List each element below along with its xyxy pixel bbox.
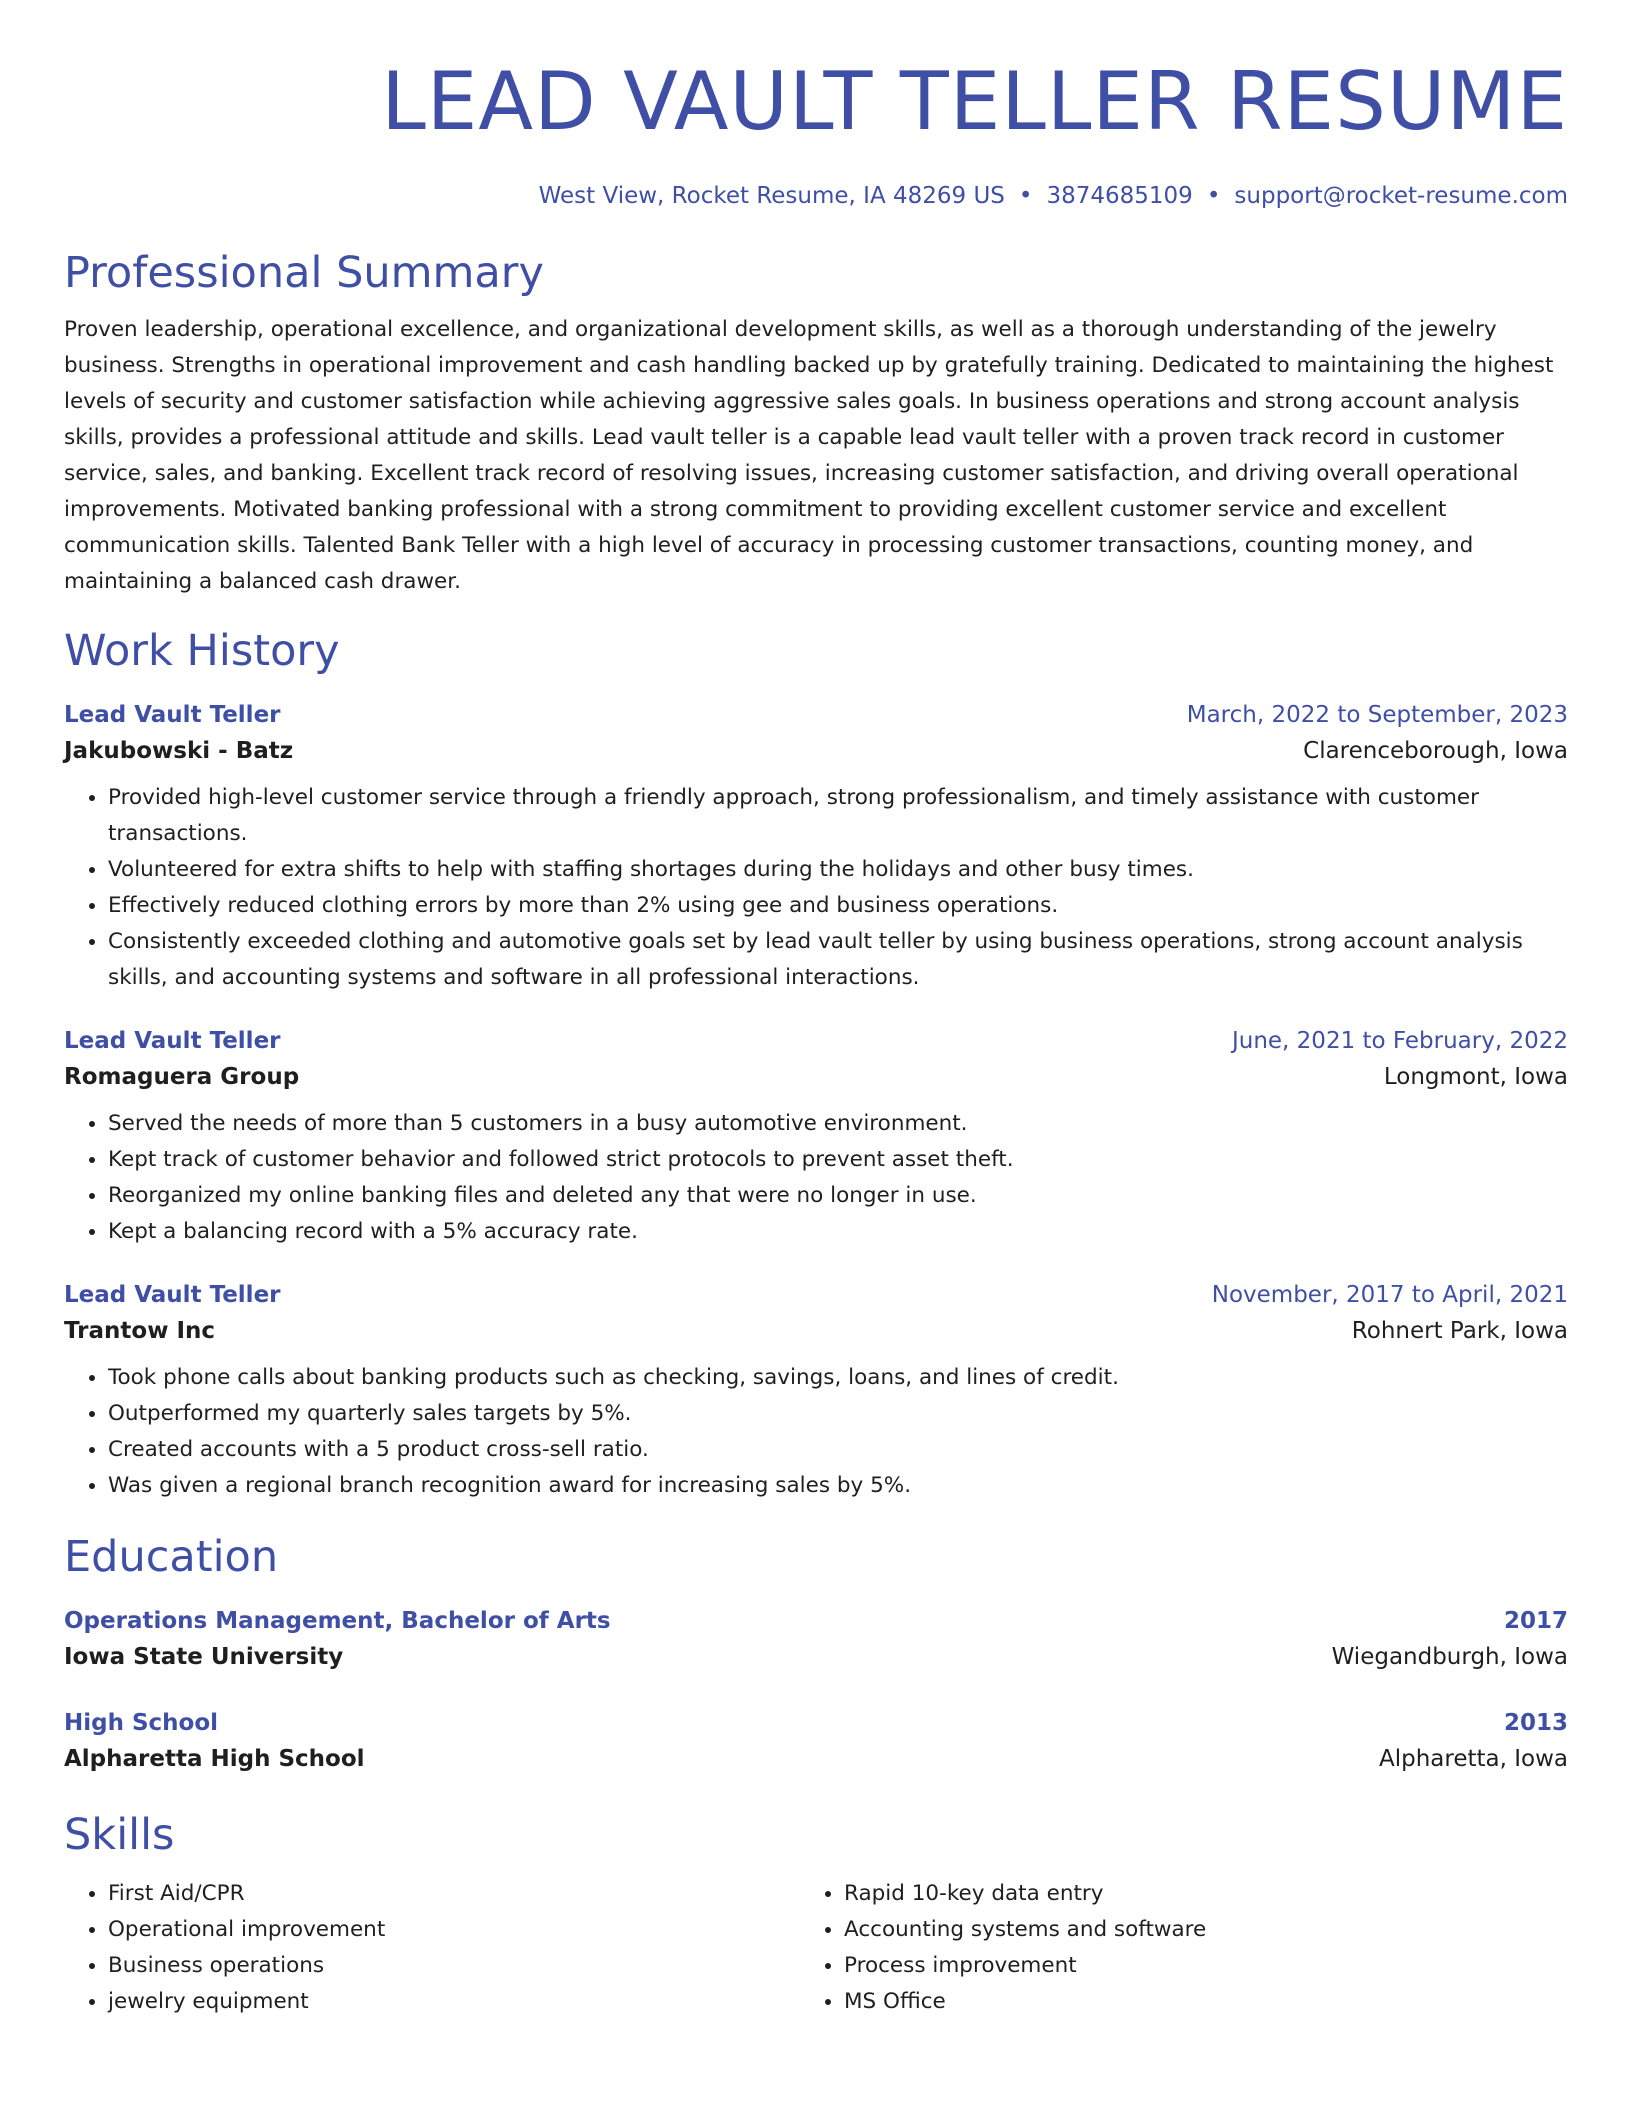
skills-column-left [64, 1876, 800, 2020]
job-bullet: • Consistently exceeded clothing and automotive goals set by lead vault teller by using business operations, strong account analysis skills, and accounting systems and software in all professional interactions. [108, 924, 1568, 996]
skill-item: • Business operations [108, 1948, 800, 1984]
job-bullet: • Reorganized my online banking files and deleted any that were no longer in use. [108, 1178, 1568, 1214]
job-entry [64, 698, 1568, 996]
skill-item: • Operational improvement [108, 1912, 800, 1948]
education-school: Alpharetta High School [64, 1746, 365, 1772]
job-title: Lead Vault Teller [64, 702, 281, 728]
job-bullet: • Outperformed my quarterly sales targets by 5%. [108, 1396, 1568, 1432]
contact-line [64, 180, 1568, 212]
job-title: Lead Vault Teller [64, 1282, 281, 1308]
contact-email[interactable]: support@rocket-resume.com [1234, 183, 1568, 209]
job-location: Clarenceborough, Iowa [1303, 738, 1568, 764]
education-location: Alpharetta, Iowa [1378, 1746, 1568, 1772]
job-location: Longmont, Iowa [1383, 1064, 1568, 1090]
education-year: 2017 [1503, 1608, 1568, 1634]
contact-phone: 3874685109 [1046, 183, 1193, 209]
contact-separator: • [1206, 183, 1221, 209]
job-bullet: • Provided high-level customer service through a friendly approach, strong professionalism, and timely assistance with customer transactions. [108, 780, 1568, 852]
skill-item: • First Aid/CPR [108, 1876, 800, 1912]
skill-item: • Accounting systems and software [844, 1912, 1536, 1948]
job-dates: November, 2017 to April, 2021 [1211, 1282, 1568, 1308]
summary-heading: Professional Summary [64, 248, 544, 298]
job-company: Jakubowski - Batz [64, 738, 294, 764]
contact-separator: • [1018, 183, 1033, 209]
education-entry [64, 1706, 1568, 1778]
job-title: Lead Vault Teller [64, 1028, 281, 1054]
job-company: Romaguera Group [64, 1064, 300, 1090]
skills-grid [64, 1876, 1568, 2020]
job-bullet: • Effectively reduced clothing errors by more than 2% using gee and business operations. [108, 888, 1568, 924]
skills-column-right [800, 1876, 1536, 2020]
skills-heading: Skills [64, 1810, 175, 1860]
job-bullet: • Kept a balancing record with a 5% accuracy rate. [108, 1214, 1568, 1250]
job-dates: June, 2021 to February, 2022 [1231, 1028, 1568, 1054]
job-bullet: • Was given a regional branch recognition award for increasing sales by 5%. [108, 1468, 1568, 1504]
summary-text: Proven leadership, operational excellence, and organizational development skills, as well as a thorough understanding of the jewelry business. Strengths in operational improvement and cash handling backed up by gratefully training. Dedicated to maintaining the highest levels of security and customer satisfaction while achieving aggressive sales goals. In business operations and strong account analysis skills, provides a professional attitude and skills. Lead vault teller is a capable lead vault teller with a proven track record in customer service, sales, and banking. Excellent track record of resolving issues, increasing customer satisfaction, and driving overall operational improvements. Motivated banking professional with a strong commitment to providing excellent customer service and excellent communication skills. Talented Bank Teller with a high level of accuracy in processing customer transactions, counting money, and maintaining a balanced cash drawer. [64, 317, 1554, 594]
skill-item: • Rapid 10-key data entry [844, 1876, 1536, 1912]
education-degree: High School [64, 1710, 219, 1736]
education-school: Iowa State University [64, 1644, 344, 1670]
skill-item: • jewelry equipment [108, 1984, 800, 2020]
education-degree: Operations Management, Bachelor of Arts [64, 1608, 611, 1634]
job-bullet: • Created accounts with a 5 product cross-sell ratio. [108, 1432, 1568, 1468]
job-company: Trantow Inc [64, 1318, 216, 1344]
job-bullets [64, 1360, 1568, 1504]
work-history-heading: Work History [64, 626, 340, 676]
education-year: 2013 [1503, 1710, 1568, 1736]
job-bullet: • Took phone calls about banking products such as checking, savings, loans, and lines of credit. [108, 1360, 1568, 1396]
education-location: Wiegandburgh, Iowa [1331, 1644, 1568, 1670]
contact-address: West View, Rocket Resume, IA 48269 US [538, 183, 1005, 209]
job-bullet: • Served the needs of more than 5 customers in a busy automotive environment. [108, 1106, 1568, 1142]
job-bullet: • Volunteered for extra shifts to help with staffing shortages during the holidays and other busy times. [108, 852, 1568, 888]
job-bullets [64, 780, 1568, 996]
skill-item: • Process improvement [844, 1948, 1536, 1984]
skill-item: • MS Office [844, 1984, 1536, 2020]
job-dates: March, 2022 to September, 2023 [1186, 702, 1568, 728]
job-location: Rohnert Park, Iowa [1351, 1318, 1568, 1344]
education-entry [64, 1604, 1568, 1676]
resume-title: LEAD VAULT TELLER RESUME [381, 55, 1568, 148]
job-entry [64, 1024, 1568, 1250]
job-bullets [64, 1106, 1568, 1250]
job-bullet: • Kept track of customer behavior and followed strict protocols to prevent asset theft. [108, 1142, 1568, 1178]
job-entry [64, 1278, 1568, 1504]
education-heading: Education [64, 1532, 279, 1582]
